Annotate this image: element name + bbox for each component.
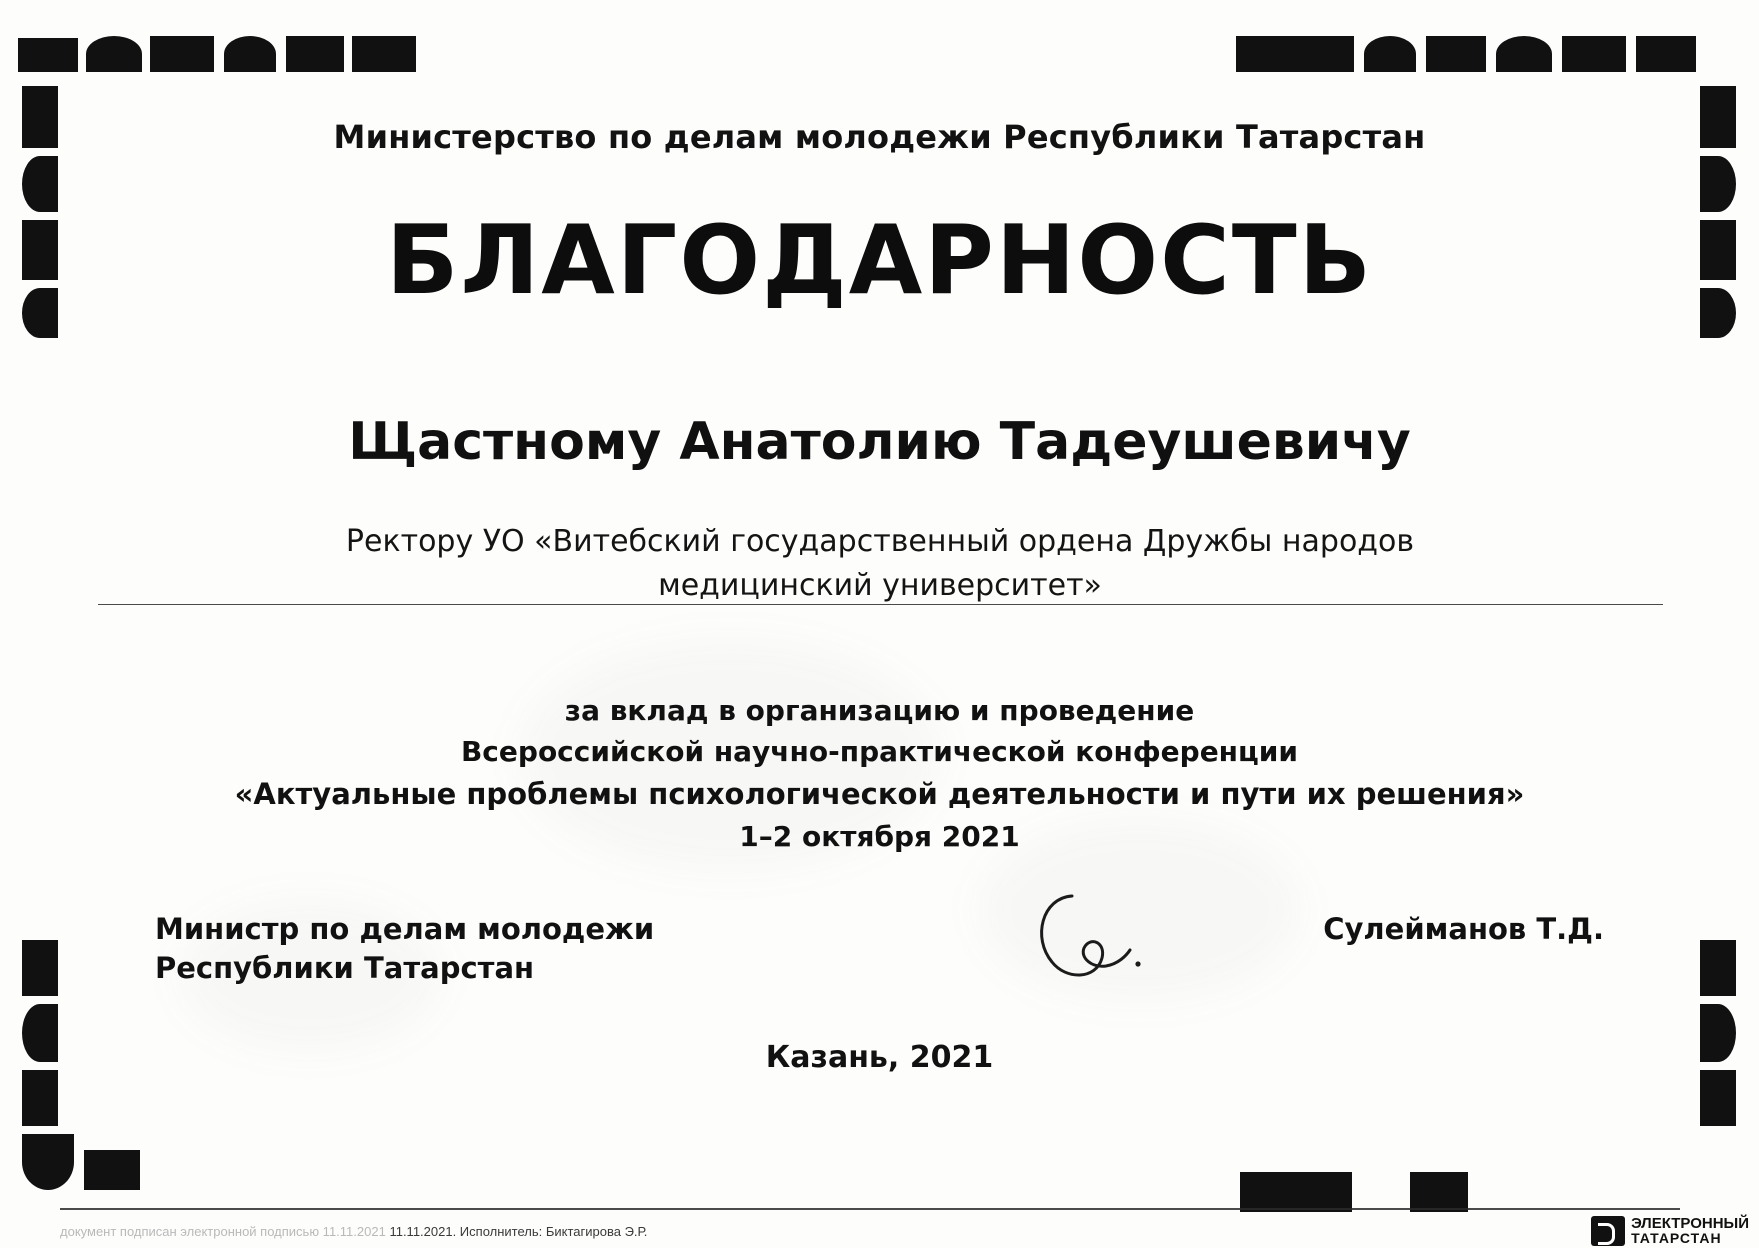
signer-title-line-1: Министр по делам молодежи [155,912,655,946]
award-reason-line-2: Всероссийской научно-практической конференции [460,735,1299,769]
footnote-text: 11.11.2021. Исполнитель: Биктагирова Э.Р. [389,1224,648,1239]
horizontal-divider [98,604,1663,605]
footnote [60,1224,1260,1239]
footnote-faded: документ подписан электронной подписью 11.11.2021 [60,1224,386,1239]
award-reason-line-1: за вклад в организацию и проведение [564,694,1195,727]
badge-label [1631,1216,1749,1246]
badge-line-2: ТАТАРСТАН [1631,1230,1722,1247]
city-and-year: Казань, 2021 [765,1040,994,1075]
signature-mark [1030,880,1210,1000]
award-reason [0,690,1759,857]
recipient-position-line-2: медицинский университет» [658,567,1102,603]
electronic-signature-badge [1591,1216,1749,1246]
award-reason-line-3: «Актуальные проблемы психологической деятельности и пути их решения» [234,776,1525,811]
page-title: БЛАГОДАРНОСТЬ [385,206,1374,316]
recipient-position-line-1: Ректору УО «Витебский государственный ордена Дружбы народов [345,524,1415,559]
ministry-line: Министерство по делам молодежи Республики Татарстан [333,118,1426,156]
signer-name: Сулейманов Т.Д. [1323,912,1604,946]
recipient-position [230,520,1530,607]
badge-logo-icon [1591,1216,1625,1246]
signer-title-line-2: Республики Татарстан [155,951,535,986]
badge-line-1: ЭЛЕКТРОННЫЙ [1631,1214,1749,1232]
award-reason-line-4: 1–2 октября 2021 [739,819,1020,853]
recipient-name: Щастному Анатолию Тадеушевичу [348,412,1411,472]
signer-title [155,910,654,988]
